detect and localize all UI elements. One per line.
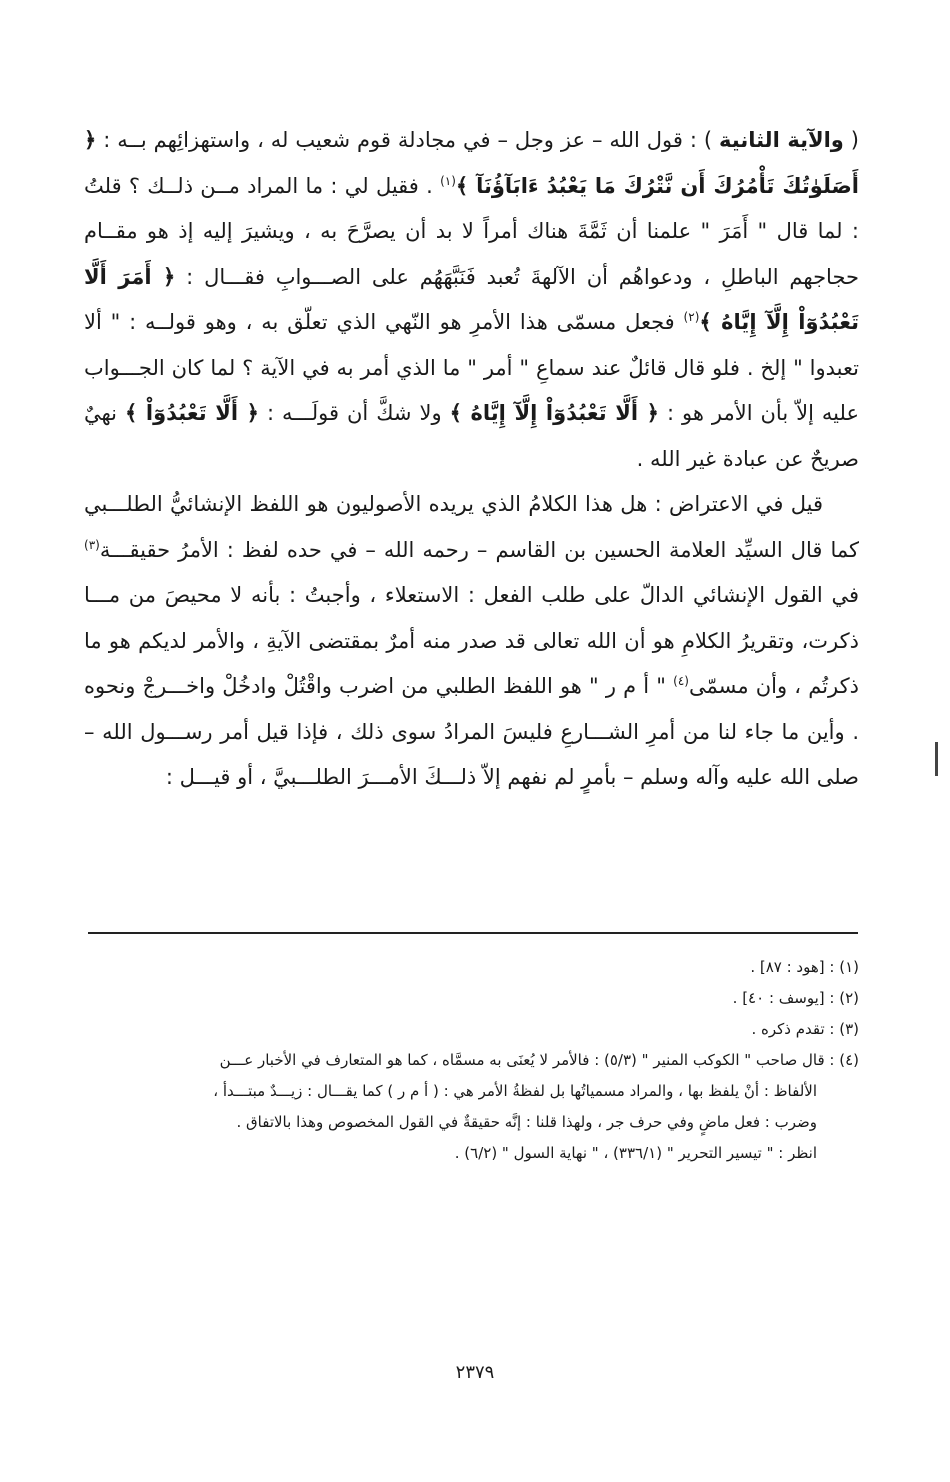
footnote-ref-4[interactable]: (٤) (673, 674, 689, 688)
footnote-ref-3[interactable]: (٣) (84, 537, 100, 552)
footnote-2: (٢) : [يوسف : ٤٠] . (732, 989, 859, 1007)
footnote-4-line-1: (٤) : قال صاحب " الكوكب المنير " (٥/٣) : فالأمر لا يُعنَى به مسمَّاه ، كما هو المتعارف في الأخبار عـــن (219, 1051, 859, 1069)
p1-text-1: . فقيل لي : ما المراد مــن ذلــك ؟ قلتُ : لما قال " أَمَرَ " علمنا أن ثَمَّةَ هناك أمراً لا بد أن يصرَّحَ به ، ويشيرَ إليه إذ هو مقــام حجاجهم الباطلِ ، ودعواهُم أن الآلهةَ تُعبد فَنَبَّهَهُم على الصـــوابِ فقـــال : (84, 173, 859, 289)
margin-mark (935, 742, 938, 776)
footnote-4-line-3: وضرب : فعل ماضٍ وفي حرف جر ، ولهذا قلنا : إنَّه حقيقةٌ في القول المخصوص وهذا بالاتفاق . (236, 1113, 817, 1131)
quran-verse-1: ﴿ أَصَلَوٰتُكَ تَأْمُرُكَ أَن نَّتْرُكَ مَا يَعْبُدُ ءَابَآؤُنَآ ﴾ (84, 128, 860, 198)
p1-text-2: فجعل مسمّى هذا الأمرِ هو النّهي الذي تعلّق به ، وهو قولــه : " ألا تعبدوا " إلخ . فلو قال قائلٌ عند سماعِ " أمر " ما الذي أمر به في الآية ؟ لما كان الجـــواب عليه إلاّ بأن الأمر هو : (84, 310, 860, 425)
page-number: ٢٣٧٩ (455, 1362, 495, 1383)
section-title: والآية الثانية (719, 128, 844, 152)
footnotes (84, 952, 859, 1169)
footnote-ref-2[interactable]: (٢) (683, 310, 700, 324)
footnote-4-line-2: الألفاظ : أنْ يلفظ بها ، والمراد مسمياتُها بل لفظةُ الأمر هي : ( أ م ر ) كما يقـــال : زيـــدٌ مبتـــدأ ، (213, 1082, 817, 1100)
p2-text-1: قيل في الاعتراض : هل هذا الكلامُ الذي يريده الأصوليون هو اللفظ الإنشائيُّ الطلـــبي كما قال السيِّد العلامة الحسين بن القاسم – رحمه الله – في حده لفظ : الأمرُ حقيقـــة (84, 492, 859, 562)
paragraph-1 (84, 118, 859, 482)
p1-text-4: نهيٌ صريحٌ عن عبادة غير الله . (84, 401, 859, 471)
footnote-divider (88, 932, 858, 934)
paragraph-2 (84, 482, 859, 801)
main-text (84, 118, 859, 801)
p2-text-3: " أ م ر " هو اللفظ الطلبي من اضرب واقْتُلْ وادخُلْ واخـــرجْ ونحوه . وأين ما جاء لنا من أمرِ الشـــارعِ فليسَ المرادُ سوى ذلك ، فإذا قيل أمر رســـول الله – صلى الله عليه وآله وسلم – بأمرٍ لم نفهم إلاّ ذلـــكَ الأمـــرَ الطلـــبيَّ ، أو قيـــل : (84, 674, 859, 789)
p2-text-2: في القول الإنشائي الدالّ على طلب الفعل : الاستعلاء ، وأجبتُ : بأنه لا محيصَ من مـــا ذكرت، وتقريرُ الكلامِ هو أن الله تعالى قد صدر منه أمرٌ بمقتضى الآيةِ ، والأمر لديكم هو ما ذكرتُم ، وأن مسمّى (84, 583, 859, 698)
footnote-3: (٣) : تقدم ذكره . (751, 1020, 859, 1038)
footnote-4-line-4: انظر : " تيسير التحرير " (٣٣٦/١) ، " نهاية السول " (٦/٢) . (454, 1144, 817, 1162)
p1-lead: ( (843, 128, 859, 152)
footnote-1: (١) : [هود : ٨٧] . (750, 958, 859, 976)
p1-intro: ) : قول الله – عز وجل – في مجادلة قوم شعيب له ، واستهزائِهم بــه : (96, 128, 720, 152)
footnote-ref-1[interactable]: (١) (440, 173, 456, 188)
page-body (84, 118, 859, 801)
p1-text-3: ولا شكَّ أن قولَـــه : (258, 401, 450, 425)
quran-verse-2: ﴿ أَمَرَ أَلَّا تَعْبُدُوٓاْ إِلَّآ إِيَّاهُ ﴾ (84, 264, 859, 334)
quran-verse-4: ﴿ أَلَّا تَعْبُدُوٓاْ ﴾ (125, 401, 259, 425)
quran-verse-3: ﴿ أَلَّا تَعْبُدُوٓاْ إِلَّآ إِيَّاهُ ﴾ (449, 401, 659, 425)
